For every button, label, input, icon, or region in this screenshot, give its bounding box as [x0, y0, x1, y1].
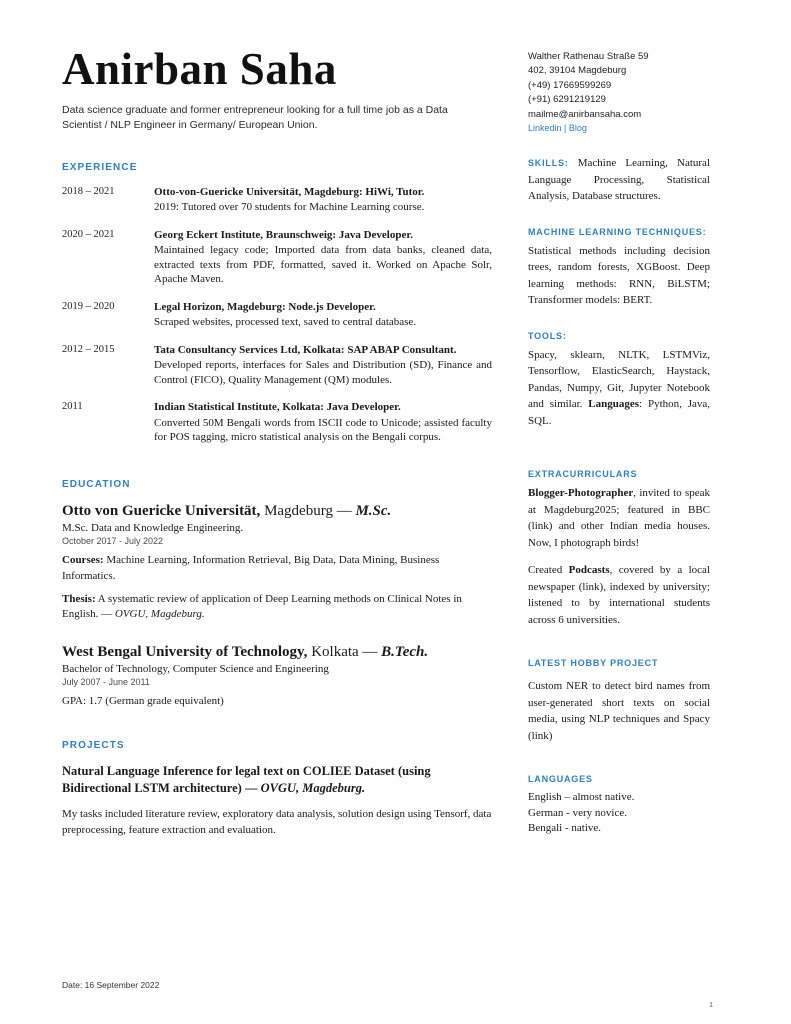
hobby-project-block — [528, 658, 710, 744]
education-courses — [62, 553, 492, 585]
contact-links — [528, 123, 710, 133]
section-heading-projects: PROJECTS — [62, 740, 125, 752]
experience-title: Legal Horizon, Magdeburg: Node.js Developer. — [154, 300, 376, 313]
education-school-city: Magdeburg — — [260, 502, 356, 519]
link-separator: | — [561, 123, 569, 134]
education-dates: October 2017 - July 2022 — [62, 535, 164, 546]
experience-item — [62, 185, 492, 215]
extracurricular-item-podcast — [528, 562, 710, 628]
skills-text — [528, 155, 710, 205]
document-date: Date: 16 September 2022 — [62, 980, 160, 990]
contact-phone-de: (+49) 17669599269 — [528, 79, 612, 91]
skills-label: SKILLS: — [528, 158, 569, 169]
education-thesis — [62, 592, 492, 624]
extracurricular-blogger-label: Blogger-Photographer — [528, 487, 634, 500]
education-degree-short: B.Tech. — [381, 644, 429, 661]
project-title-place: OVGU, Magdeburg. — [260, 780, 366, 795]
tagline: Data science graduate and former entrepreneur looking for a full time job as a Data Scientist / NLP Engineer in Germany/ European Union. — [62, 104, 448, 132]
education-school-city: Kolkata — — [307, 644, 382, 661]
education-school-name: Otto von Guericke Universität, — [62, 502, 261, 519]
experience-title: Tata Consultancy Services Ltd, Kolkata: SAP ABAP Consultant. — [154, 343, 457, 356]
skills-value: Machine Learning, Natural Language Processing, Statistical Analysis, Database structures. — [528, 157, 710, 203]
page-title: Anirban Saha — [62, 44, 337, 94]
experience-item — [62, 300, 492, 330]
education-school-name: West Bengal University of Technology, — [62, 644, 308, 661]
experience-body — [154, 343, 492, 388]
project-title-text: Natural Language Inference for legal text on COLIEE Dataset (using Bidirectional LSTM architecture) — — [62, 764, 431, 795]
experience-description: Maintained legacy code; Imported data from data banks, cleaned data, extracted texts from PDF, formatted, saved it. Worked on Apache Solr, Apache Maven. — [154, 244, 492, 286]
education-thesis-place: OVGU, Magdeburg. — [114, 608, 205, 621]
education-school — [62, 502, 492, 521]
skills-block — [528, 155, 710, 205]
language-english: English – almost native. — [528, 791, 635, 804]
page-number: 1 — [709, 1000, 714, 1009]
contact-phone-in: (+91) 6291219129 — [528, 94, 606, 106]
education-gpa-text: GPA: 1.7 (German grade equivalent) — [62, 695, 224, 708]
experience-body — [154, 400, 492, 445]
extracurriculars-block — [528, 469, 710, 628]
project-title — [62, 763, 492, 797]
ml-techniques-text: Statistical methods including decision trees, random forests, XGBoost. Deep learning methods: RNN, BiLSTM; Transformer models: BERT. — [528, 244, 710, 307]
contact-block — [528, 50, 710, 133]
education-item — [62, 643, 492, 710]
tools-block — [528, 331, 710, 430]
programming-languages-label: Languages — [588, 398, 640, 411]
education-thesis-text: A systematic review of application of Deep Learning methods on Clinical Notes in English. — — [62, 592, 462, 621]
contact-email[interactable]: mailme@anirbansaha.com — [528, 108, 642, 120]
experience-list — [62, 185, 492, 445]
experience-title: Indian Statistical Institute, Kolkata: Java Developer. — [154, 401, 401, 414]
languages-block — [528, 774, 710, 837]
experience-item — [62, 400, 492, 445]
extracurricular-blogger-text: , invited to speak at Magdeburg2025; featured in BBC (link) and other Indian media houses. Now, I photograph birds! — [528, 487, 710, 549]
experience-title: Georg Eckert Institute, Braunschweig: Java Developer. — [154, 228, 413, 241]
education-item — [62, 502, 492, 624]
hobby-project-label: LATEST HOBBY PROJECT — [528, 658, 659, 669]
contact-address-line1: Walther Rathenau Straße 59 — [528, 51, 649, 62]
programming-languages-value: : Python, Java, SQL. — [528, 398, 711, 427]
language-bengali: Bengali - native. — [528, 822, 602, 835]
project-description: My tasks included literature review, exploratory data analysis, solution design using Tensorf, data preprocessing, feature extraction and evaluation. — [62, 807, 492, 837]
experience-description: Developed reports, interfaces for Sales and Distribution (SD), Finance and Control (FICO), Quality Management (QM) modules. — [154, 359, 492, 386]
blog-link[interactable]: Blog — [568, 123, 587, 134]
ml-techniques-block — [528, 227, 710, 309]
experience-description: 2019: Tutored over 70 students for Machine Learning course. — [154, 201, 425, 214]
experience-description: Scraped websites, processed text, saved to central database. — [154, 316, 417, 329]
linkedin-link[interactable]: Linkedin — [528, 123, 562, 134]
tools-value: Spacy, sklearn, NLTK, LSTMViz, Tensorflow, ElasticSearch, Haystack, Pandas, Numpy, Git, Jupyter Notebook and similar. — [528, 348, 710, 411]
education-gpa — [62, 694, 492, 710]
experience-body — [154, 228, 492, 287]
experience-body — [154, 300, 492, 330]
section-heading-experience: EXPERIENCE — [62, 161, 138, 173]
ml-techniques-label: MACHINE LEARNING TECHNIQUES: — [528, 226, 707, 237]
experience-item — [62, 228, 492, 287]
experience-years: 2019 – 2020 — [62, 300, 115, 312]
experience-years: 2018 – 2021 — [62, 185, 115, 197]
experience-body — [154, 185, 492, 215]
language-german: German - very novice. — [528, 806, 627, 819]
projects-section — [62, 740, 492, 839]
extracurriculars-label: EXTRACURRICULARS — [528, 469, 638, 480]
left-column — [62, 46, 492, 839]
experience-title: Otto-von-Guericke Universität, Magdeburg: HiWi, Tutor. — [154, 185, 425, 198]
section-heading-education: EDUCATION — [62, 478, 131, 490]
education-thesis-label: Thesis: — [62, 592, 96, 605]
education-degree-short: M.Sc. — [355, 502, 392, 519]
extracurricular-item-blogger — [528, 485, 710, 551]
extracurricular-podcast-pre: Created — [528, 564, 569, 577]
experience-years: 2011 — [62, 401, 83, 413]
experience-description: Converted 50M Bengali words from ISCII code to Unicode; assisted faculty for POS tagging, micro statistical analysis on the Bengali corpus. — [154, 416, 492, 444]
right-column — [528, 50, 710, 837]
experience-years: 2012 – 2015 — [62, 343, 115, 355]
education-courses-label: Courses: — [62, 553, 104, 566]
education-school — [62, 643, 492, 662]
hobby-project-text: Custom NER to detect bird names from user-generated short texts on social media, using NLP techniques and Spacy (link) — [528, 680, 710, 742]
experience-item — [62, 343, 492, 388]
tools-text — [528, 347, 710, 430]
education-dates: July 2007 - June 2011 — [62, 677, 150, 688]
education-section — [62, 479, 492, 710]
tools-label: TOOLS: — [528, 330, 567, 341]
experience-years: 2020 – 2021 — [62, 228, 115, 240]
contact-address-line2: 402, 39104 Magdeburg — [528, 65, 627, 77]
extracurricular-podcast-text: , covered by a local newspaper (link), indexed by university; listened to by international students across 6 universities. — [528, 564, 710, 626]
education-program: Bachelor of Technology, Computer Science and Engineering — [62, 663, 329, 676]
education-program: M.Sc. Data and Knowledge Engineering. — [62, 521, 244, 534]
education-courses-text: Machine Learning, Information Retrieval, Big Data, Data Mining, Business Informatics. — [62, 553, 440, 582]
extracurricular-podcast-label: Podcasts — [568, 564, 610, 577]
languages-label: LANGUAGES — [528, 774, 593, 785]
